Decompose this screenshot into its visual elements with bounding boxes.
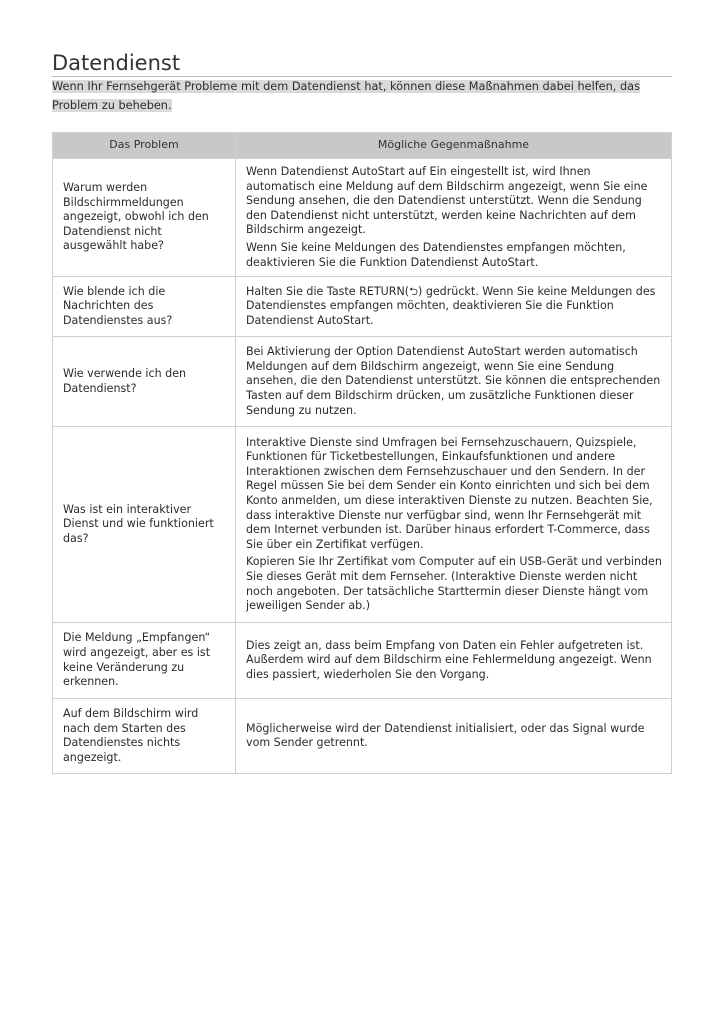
solution-paragraph: Interaktive Dienste sind Umfragen bei Fernsehzuschauern, Quizspiele, Funktionen für Ticketbestellungen, Einkaufsfunktionen und andere Interaktionen zwischen dem Fernsehzuschauer und den Sendern. In der Regel müssen Sie bei dem Sender ein Konto einrichten und sich bei dem Konto anmelden, um diese interaktiven Dienste zu nutzen. Beachten Sie, dass interaktive Dienste nur verfügbar sind, wenn Ihr Fernsehgerät mit dem Internet verbunden ist. Darüber hinaus erfordert T-Commerce, dass Sie über ein Zertifikat verfügen.	[246, 435, 653, 551]
solution-paragraph: Kopieren Sie Ihr Zertifikat vom Computer auf ein USB-Gerät und verbinden Sie dieses Gerät mit dem Fernseher. (Interaktive Dienste werden nicht noch angeboten. Der tatsächliche Starttermin dieser Dienste hängt vom jeweiligen Sender ab.)	[246, 555, 662, 613]
solution-cell	[236, 699, 672, 774]
header-problem: Das Problem	[53, 133, 236, 159]
table-row	[53, 159, 672, 277]
page	[52, 50, 672, 774]
solution-cell	[236, 427, 672, 623]
table-row	[53, 699, 672, 774]
solution-cell	[236, 277, 672, 337]
problem-cell: Warum werden Bildschirmmeldungen angezeigt, obwohl ich den Datendienst nicht ausgewählt habe?	[53, 159, 236, 277]
problem-cell: Wie blende ich die Nachrichten des Datendienstes aus?	[53, 277, 236, 337]
troubleshooting-table	[52, 132, 672, 774]
solution-paragraph: Wenn Sie keine Meldungen des Datendienstes empfangen möchten, deaktivieren Sie die Funktion Datendienst AutoStart.	[246, 240, 626, 269]
table-row	[53, 427, 672, 623]
solution-paragraph: Halten Sie die Taste RETURN(⮌) gedrückt. Wenn Sie keine Meldungen des Datendienstes empfangen möchten, deaktivieren Sie die Funktion Datendienst AutoStart.	[246, 284, 656, 327]
solution-cell	[236, 159, 672, 277]
problem-cell: Wie verwende ich den Datendienst?	[53, 337, 236, 427]
solution-paragraph: Möglicherweise wird der Datendienst initialisiert, oder das Signal wurde vom Sender getrennt.	[246, 721, 645, 750]
intro-highlight: Wenn Ihr Fernsehgerät Probleme mit dem Datendienst hat, können diese Maßnahmen dabei helfen, das Problem zu beheben.	[52, 80, 640, 112]
solution-paragraph: Wenn Datendienst AutoStart auf Ein eingestellt ist, wird Ihnen automatisch eine Meldung auf dem Bildschirm angezeigt, wenn Sie eine Sendung ansehen, die den Datendienst unterstützt. Wenn die Sendung den Datendienst nicht unterstützt, werden keine Nachrichten auf dem Bildschirm angezeigt.	[246, 165, 648, 237]
problem-cell: Was ist ein interaktiver Dienst und wie funktioniert das?	[53, 427, 236, 623]
solution-cell	[236, 337, 672, 427]
solution-paragraph: Bei Aktivierung der Option Datendienst AutoStart werden automatisch Meldungen auf dem Bildschirm angezeigt, wenn Sie eine Sendung ansehen, die den Datendienst unterstützt. Sie können die entsprechenden Tasten auf dem Bildschirm drücken, um zusätzliche Funktionen dieser Sendung zu nutzen.	[246, 345, 661, 417]
table-row	[53, 337, 672, 427]
problem-cell: Die Meldung „Empfangen“ wird angezeigt, aber es ist keine Veränderung zu erkennen.	[53, 623, 236, 699]
solution-paragraph: Dies zeigt an, dass beim Empfang von Daten ein Fehler aufgetreten ist. Außerdem wird auf dem Bildschirm eine Fehlermeldung angezeigt. Wenn dies passiert, wiederholen Sie den Vorgang.	[246, 638, 652, 681]
solution-cell	[236, 623, 672, 699]
table-header-row	[53, 133, 672, 159]
intro-text	[52, 77, 672, 115]
page-title: Datendienst	[52, 50, 672, 77]
problem-cell: Auf dem Bildschirm wird nach dem Starten des Datendienstes nichts angezeigt.	[53, 699, 236, 774]
header-solution: Mögliche Gegenmaßnahme	[236, 133, 672, 159]
table-row	[53, 277, 672, 337]
table-row	[53, 623, 672, 699]
